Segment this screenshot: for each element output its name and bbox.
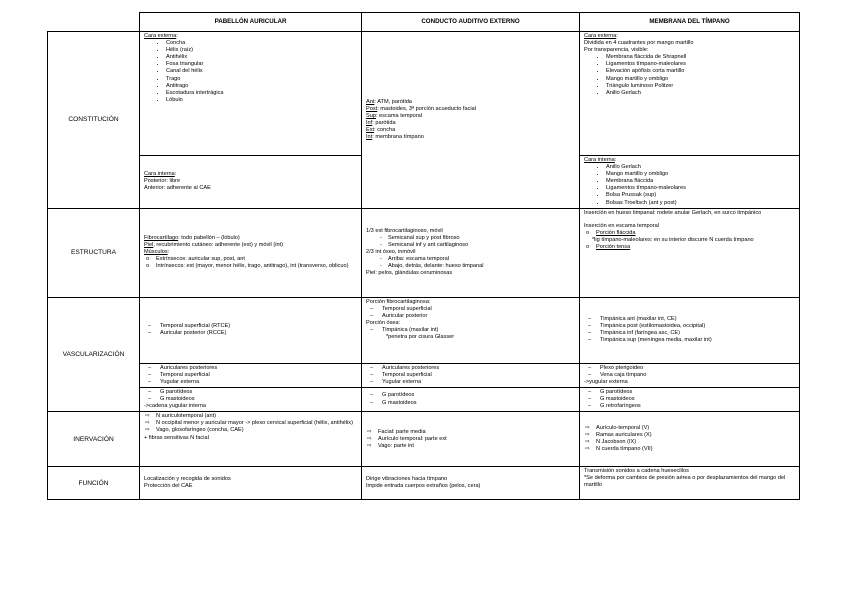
inerv-cae-list bbox=[366, 429, 575, 450]
cell-funcion-pabellon bbox=[140, 467, 362, 500]
cell-constitucion-membrana-int: Cara interna: • Anillo Gerlach • Mango martillo y ombligo • Membrana fláccida • Ligamentos tímpano-maleolares • Bolsa Prussak (sup) • Bolsas Troeltsch (ant y post) bbox=[580, 156, 800, 209]
list-item: – Auriculares posteriores bbox=[382, 365, 575, 372]
corner-cell bbox=[48, 13, 140, 32]
cae-fibro-list bbox=[366, 235, 575, 249]
vasc-note: *penetra por cisura Glasser bbox=[386, 334, 455, 341]
cell-constitucion-conducto bbox=[362, 32, 580, 209]
estr-line: Piel: pelos, glándulas ceruminosas bbox=[366, 270, 453, 277]
list-item: • Antitrago bbox=[166, 83, 357, 90]
row-funcion bbox=[48, 467, 800, 500]
list-item: ⇨ N cuerda tímpano (VII) bbox=[596, 446, 795, 453]
cae-line: Ext: concha bbox=[366, 126, 396, 133]
list-item: - Abajo, detrás, delante: hueso timpanal bbox=[388, 263, 575, 270]
row-constitucion-a bbox=[48, 32, 800, 156]
func-line: Localización y recogida de sonidos bbox=[144, 476, 231, 483]
list-item: – G mastoideos bbox=[160, 396, 357, 403]
row-inervacion bbox=[48, 412, 800, 467]
cae-line: Ant: ATM, parótida bbox=[366, 98, 412, 105]
cell-constitucion-pabellon-ext: Cara externa: • Concha • Hélix (raíz) • Antihélix • Fosa triangular • Canal del hélix • Trago • Antitrago • Escotadura intertrágica • Lóbulo bbox=[140, 32, 362, 156]
list-item: ⇨ N Jacobson (IX) bbox=[596, 439, 795, 446]
list-item: – Timpánica sup (meníngea media, maxilar int) bbox=[600, 337, 795, 344]
estr-note: *lig tímpano-maleolares: en su interior discurre N cuerda tímpano bbox=[592, 236, 754, 243]
lin-cae-list bbox=[366, 392, 575, 406]
cell-estructura-pabellon bbox=[140, 208, 362, 297]
lin-mem-list bbox=[584, 389, 795, 410]
list-item: • Membrana fláccida bbox=[606, 178, 795, 185]
list-item: • Membrana fláccida de Shrapnell bbox=[606, 54, 795, 61]
cell-inervacion-membrana bbox=[580, 412, 800, 467]
list-item: • Anillo Gerlach bbox=[606, 90, 795, 97]
list-item: ⇨ N auriculotemporal (ant) bbox=[156, 413, 357, 420]
inerv-pab-list bbox=[144, 413, 357, 434]
list-item: – Temporal superficial bbox=[160, 372, 357, 379]
list-item: • Lóbulo bbox=[166, 97, 357, 104]
estr-line: Inserción en escama temporal bbox=[584, 222, 659, 229]
cae-line: Inf: parótida bbox=[366, 119, 396, 126]
list-item: – G parotídeos bbox=[160, 389, 357, 396]
list-item: o Porción fláccida bbox=[596, 230, 795, 237]
porcion-flacida-list bbox=[584, 230, 795, 237]
list-item: – Temporal superficial bbox=[382, 306, 575, 313]
list-item: • Ligamentos tímpano-maleolares bbox=[606, 185, 795, 192]
estr-line: Músculos: bbox=[144, 249, 170, 256]
list-item: ⇨ Vago, glosofaríngeo (concha, CAE) bbox=[156, 427, 357, 434]
cell-vasc-art-conducto bbox=[362, 297, 580, 363]
cell-constitucion-membrana-ext: Cara externa: Dividida en 4 cuadrantes por mango martillo Por transparencia, visible: • Membrana fláccida de Shrapnell • Ligamentos tímpano-maleolares • Elevación apófisis corta martillo • Mango martillo y ombligo • Triángulo luminoso Politzer • Anillo Gerlach bbox=[580, 32, 800, 156]
list-item: – G mastoideos bbox=[600, 396, 795, 403]
func-line: *Se deforma por cambios de presión aérea o por desplazamientos del mango del martillo bbox=[584, 475, 786, 489]
ven-cae-list bbox=[366, 365, 575, 386]
list-item: • Elevación apófisis corta martillo bbox=[606, 68, 795, 75]
row-label-inervacion: INERVACIÓN bbox=[48, 412, 140, 467]
art-mem-list bbox=[584, 316, 795, 344]
cell-inervacion-conducto bbox=[362, 412, 580, 467]
cell-vasc-lin-conducto bbox=[362, 387, 580, 411]
list-item: • Bolsa Prussak (sup) bbox=[606, 192, 795, 199]
cae-oseo-list bbox=[366, 256, 575, 270]
row-vasc-venas bbox=[48, 363, 800, 387]
cae-line: Int: membrana tímpano bbox=[366, 134, 424, 141]
list-item: • Bolsas Troeltsch (ant y post) bbox=[606, 200, 795, 207]
list-item: ⇨ Aurículo temporal: parte ext bbox=[378, 436, 575, 443]
inerv-line: + fibras sensitivas N facial bbox=[144, 434, 209, 441]
art-pab-list bbox=[144, 323, 357, 337]
estr-line: Fibrocartílago: todo pabellón – (lóbulo) bbox=[144, 234, 240, 241]
row-label-estructura: ESTRUCTURA bbox=[48, 208, 140, 297]
header-conducto: CONDUCTO AUDITIVO EXTERNO bbox=[362, 13, 580, 32]
row-vasc-linfa bbox=[48, 387, 800, 411]
musculos-list bbox=[144, 256, 357, 270]
list-item: • Canal del hélix bbox=[166, 68, 357, 75]
list-item: – G retrofaríngeos bbox=[600, 403, 795, 410]
cell-vasc-ven-pabellon bbox=[140, 363, 362, 387]
estr-line: Piel, recubrimiento cutáneo: adherente (ext) y móvil (int) bbox=[144, 242, 283, 249]
list-item: – Timpánica inf (faríngea asc, CE) bbox=[600, 330, 795, 337]
vasc-line: Porción fibrocartilaginosa: bbox=[366, 298, 431, 305]
list-item: o Intrínsecos: ext (mayor, menor hélix, trago, antitrago), int (transverso, oblicuo) bbox=[156, 263, 357, 270]
cell-vasc-art-membrana bbox=[580, 297, 800, 363]
list-item: • Mango martillo y ombligo bbox=[606, 76, 795, 83]
row-label-funcion: FUNCIÓN bbox=[48, 467, 140, 500]
row-label-constitucion: CONSTITUCIÓN bbox=[48, 32, 140, 209]
cell-vasc-art-pabellon bbox=[140, 297, 362, 363]
list-item: – Temporal superficial bbox=[382, 372, 575, 379]
cara-interna-title: Cara interna bbox=[144, 171, 175, 178]
list-item: • Concha bbox=[166, 40, 357, 47]
list-item: ⇨ Ramas auriculares (X) bbox=[596, 432, 795, 439]
list-item: – Plexo pterigoideo bbox=[600, 365, 795, 372]
list-item: - Semicanal inf y ant cartilaginoso bbox=[388, 242, 575, 249]
row-estructura bbox=[48, 208, 800, 297]
list-item: ⇨ Facial: parte media bbox=[378, 429, 575, 436]
list-item: • Hélix (raíz) bbox=[166, 47, 357, 54]
list-item: ⇨ Vago: parte int bbox=[378, 443, 575, 450]
mem-cara-externa-title: Cara externa bbox=[584, 33, 617, 39]
mem-cara-interna-title: Cara interna bbox=[584, 157, 615, 163]
list-item: - Semicanal sup y post fibroso bbox=[388, 235, 575, 242]
header-row bbox=[48, 13, 800, 32]
pab-ext-list bbox=[144, 40, 357, 104]
list-item: – Yugular externa bbox=[160, 379, 357, 386]
list-item: • Fosa triangular bbox=[166, 61, 357, 68]
header-pabellon: PABELLÓN AURICULAR bbox=[140, 13, 362, 32]
pab-int-line: Anterior: adherente al CAE bbox=[144, 185, 211, 192]
estr-line: 1/3 ext fibrocartilaginoso, móvil bbox=[366, 227, 443, 234]
list-item: • Ligamentos tímpano-maleolares bbox=[606, 61, 795, 68]
mem-int-list bbox=[584, 164, 795, 207]
list-item: o Extrínsecos: auricular sup, post, ant bbox=[156, 256, 357, 263]
lin-pab-list bbox=[144, 389, 357, 403]
list-item: • Triángulo luminoso Politzer bbox=[606, 83, 795, 90]
mem-ext-list bbox=[584, 54, 795, 97]
cell-funcion-conducto bbox=[362, 467, 580, 500]
func-line: Transmisión sonidos a cadena huesecillos bbox=[584, 468, 689, 475]
estr-line: Inserción en hueso timpanal: rodete anular Gerlach, en surco timpánico bbox=[584, 209, 762, 216]
inerv-mem-list bbox=[584, 425, 795, 453]
pab-int-line: Posterior: libre bbox=[144, 178, 181, 185]
art-cae-list-2 bbox=[366, 327, 575, 334]
cell-estructura-membrana bbox=[580, 208, 800, 297]
func-line: Protección del CAE bbox=[144, 483, 193, 490]
porcion-tensa-list bbox=[584, 244, 795, 251]
list-item: - Arriba: escama temporal bbox=[388, 256, 575, 263]
cell-vasc-ven-membrana bbox=[580, 363, 800, 387]
mem-ext-line: Por transparencia, visible: bbox=[584, 47, 649, 54]
list-item: • Escotadura intertrágica bbox=[166, 90, 357, 97]
list-item: – Timpánica (maxilar int) bbox=[382, 327, 575, 334]
art-cae-list-1 bbox=[366, 306, 575, 320]
cell-constitucion-pabellon-int: Cara interna: Posterior: libre Anterior: adherente al CAE bbox=[140, 156, 362, 209]
mem-ext-line: Dividida en 4 cuadrantes por mango martillo bbox=[584, 40, 694, 47]
list-item: • Anillo Gerlach bbox=[606, 164, 795, 171]
cae-line: Post: mastoides, 3ª porción acueducto facial bbox=[366, 105, 476, 112]
cell-inervacion-pabellon bbox=[140, 412, 362, 467]
cell-estructura-conducto bbox=[362, 208, 580, 297]
row-label-vascularizacion: VASCULARIZACIÓN bbox=[48, 297, 140, 412]
list-item: – Yugular externa bbox=[382, 379, 575, 386]
vasc-line: ->cadena yugular interna bbox=[144, 403, 207, 410]
vasc-line: Porción ósea: bbox=[366, 319, 401, 326]
cell-vasc-lin-pabellon bbox=[140, 387, 362, 411]
list-item: – Vena caja tímpano bbox=[600, 372, 795, 379]
header-membrana: MEMBRANA DEL TÍMPANO bbox=[580, 13, 800, 32]
anatomy-table bbox=[47, 12, 800, 500]
estr-line: 2/3 int óseo, inmóvil bbox=[366, 249, 416, 256]
list-item: ⇨ Aurículo-temporal (V) bbox=[596, 425, 795, 432]
func-line: Dirige vibraciones hacia tímpano bbox=[366, 476, 448, 483]
list-item: – Timpánica ant (maxilar int, CE) bbox=[600, 316, 795, 323]
ven-mem-list bbox=[584, 365, 795, 379]
cell-vasc-lin-membrana bbox=[580, 387, 800, 411]
list-item: – G parotídeos bbox=[600, 389, 795, 396]
row-vasc-arterias bbox=[48, 297, 800, 363]
list-item: – G parotídeos bbox=[382, 392, 575, 399]
list-item: – Temporal superficial (RTCE) bbox=[160, 323, 357, 330]
list-item: ⇨ N occipital menor y auricular mayor -> plexo cervical superficial (hélix, antihélix) bbox=[156, 420, 357, 427]
vasc-line: ->yugular externa bbox=[584, 378, 628, 385]
cell-vasc-ven-conducto bbox=[362, 363, 580, 387]
list-item: o Porción tensa bbox=[596, 244, 795, 251]
ven-pab-list bbox=[144, 365, 357, 386]
list-item: – Auriculares posteriores bbox=[160, 365, 357, 372]
func-line: Impide entrada cuerpos extraños (pelos, cera) bbox=[366, 483, 481, 490]
list-item: – Auricular posterior bbox=[382, 313, 575, 320]
list-item: • Antihélix bbox=[166, 54, 357, 61]
list-item: – G mastoideos bbox=[382, 400, 575, 407]
cell-funcion-membrana bbox=[580, 467, 800, 500]
cae-line: Sup: escama temporal bbox=[366, 112, 422, 119]
list-item: – Auricular posterior (RCCE) bbox=[160, 330, 357, 337]
list-item: • Trago bbox=[166, 76, 357, 83]
list-item: – Timpánica post (estilomastoidea, occipital) bbox=[600, 323, 795, 330]
cara-externa-title: Cara externa bbox=[144, 33, 177, 39]
list-item: • Mango martillo y ombligo bbox=[606, 171, 795, 178]
